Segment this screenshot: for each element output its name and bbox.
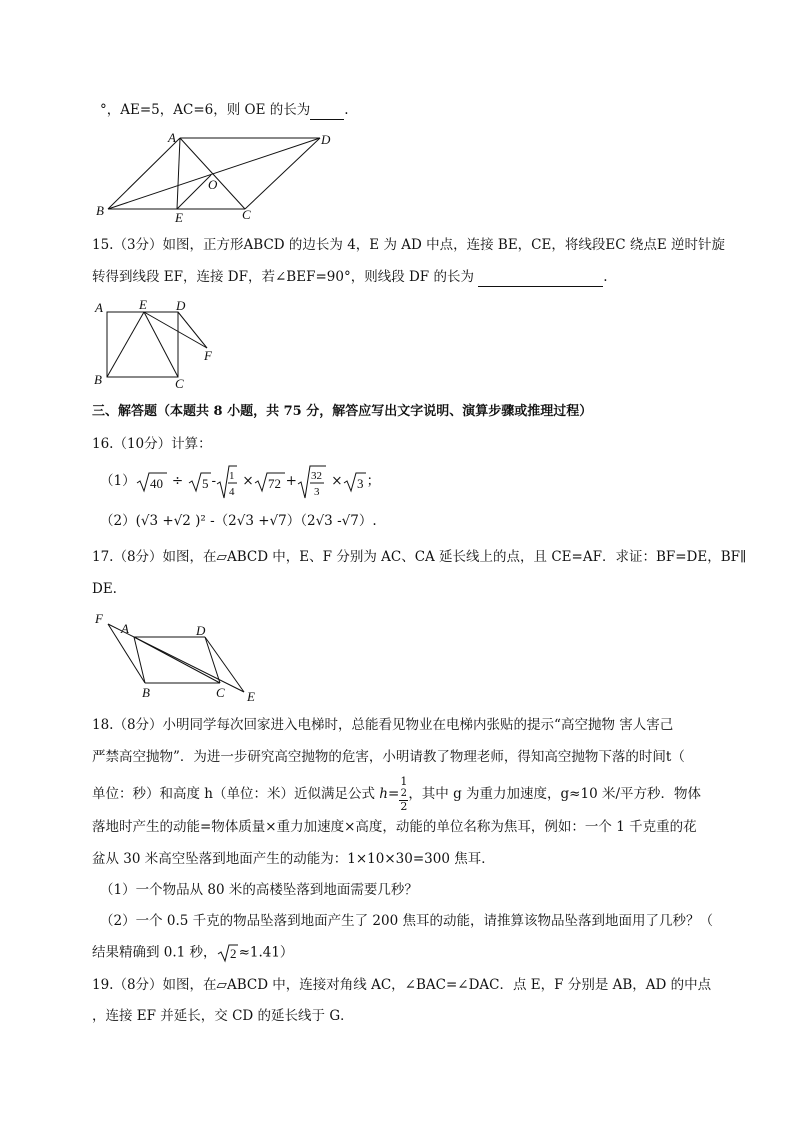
q15-label-f: F: [204, 348, 212, 363]
q15-label-a: A: [95, 300, 103, 315]
q14-label-o: O: [208, 177, 218, 192]
formula-numerator: 1: [400, 775, 408, 788]
q15-label-c: C: [175, 376, 184, 391]
sqrt-5-icon: [188, 471, 212, 493]
q16-part-2-label: （2）: [100, 513, 136, 529]
q17-label-f: F: [95, 611, 103, 626]
q17-label-b: B: [142, 685, 150, 700]
formula-fraction: [399, 776, 408, 813]
sqrt-40-icon: [136, 471, 168, 493]
q18-sub-1: （1）一个物品从 80 米的高楼坠落到地面需要几秒？: [100, 882, 418, 898]
q18-line-5: 盆从 30 米高空坠落到地面产生的动能为：1×10×30=300 焦耳．: [92, 851, 495, 867]
op-times-2: ×: [331, 473, 343, 489]
q17-label-d: D: [196, 623, 206, 638]
op-div: ÷: [171, 473, 184, 489]
q14-period: .: [344, 102, 349, 118]
frac-den-4: 4: [229, 485, 235, 498]
q16-part-1-label: （1）: [100, 473, 136, 489]
radicand-2: 2: [229, 946, 237, 961]
q18-sub-2-cont: [92, 943, 293, 963]
q15-answer-blank[interactable]: [478, 268, 603, 287]
q18-sub-2: （2）一个 0.5 千克的物品坠落到地面产生了 200 焦耳的动能，请推算该物品坠落到地面用了几秒？（: [100, 913, 713, 929]
q17-parallelogram-figure: [88, 608, 268, 704]
radicand-5: 5: [201, 475, 208, 491]
q14-label-b: B: [96, 203, 104, 218]
q16-part-1-end: ；: [366, 473, 381, 489]
q18-line-2: 严禁高空抛物”．为进一步研究高空抛物的危害，小明请教了物理老师，得知高空抛物下落的时间t（: [92, 749, 685, 765]
q15-line-1: 15.（3分）如图，正方形ABCD 的边长为 4，E 为 AD 中点，连接 BE，CE，将线段EC 绕点E 逆时针旋: [92, 237, 725, 253]
q15-label-e: E: [139, 297, 147, 312]
radicand-72: 72: [267, 475, 281, 491]
q17-line-2: DE.: [92, 581, 117, 597]
q16-part-1: [100, 463, 380, 499]
q18-line-4: 落地时产生的动能=物体质量×重力加速度×高度，动能的单位名称为焦耳，例如：一个 1 千克重的花: [92, 819, 697, 835]
q14-answer-line: [100, 101, 349, 120]
q14-parallelogram-figure: [90, 128, 340, 228]
section-3-heading: 三、解答题（本题共 8 小题，共 75 分，解答应写出文字说明、演算步骤或推理过程）: [92, 404, 593, 419]
op-times-1: ×: [242, 473, 254, 489]
q14-label-c: C: [242, 207, 251, 222]
q15-label-d: D: [176, 298, 186, 313]
q14-answer-blank[interactable]: [310, 101, 344, 120]
sqrt-72-icon: [254, 471, 286, 493]
formula-denominator: 2: [400, 800, 408, 813]
formula-h: h=: [379, 786, 400, 802]
sqrt-32-over-3-icon: [297, 464, 327, 500]
q17-label-c: C: [216, 685, 225, 700]
q18-line-1: 18.（8分）小明同学每次回家进入电梯时，总能看见物业在电梯内张贴的提示“高空抛物 害人害己: [92, 717, 674, 733]
frac-den-3: 3: [313, 485, 320, 498]
sqrt-3-icon: [343, 471, 367, 493]
frac-num-1: 1: [229, 469, 235, 482]
q15-text: 转得到线段 EF，连接 DF，若∠BEF=90°，则线段 DF 的长为: [92, 269, 474, 285]
op-minus: -: [211, 473, 217, 489]
q17-label-a: A: [121, 621, 129, 636]
q14-label-a: A: [168, 130, 176, 145]
q14-label-e: E: [175, 210, 183, 225]
q17-line-1: 17.（8分）如图，在▱ABCD 中，E、F 分别为 AC、CA 延长线上的点，且 CE=AF．求证：BF=DE，BF∥: [92, 549, 747, 565]
q14-text: °，AE=5，AC=6，则 OE 的长为: [100, 102, 311, 118]
q16-part-2: [100, 512, 377, 530]
q18-line-3-text: 单位：秒）和高度 h（单位：米）近似满足公式: [92, 786, 375, 802]
q18-line-3-rest: ，其中 g 为重力加速度，g≈10 米/平方秒．物体: [408, 786, 702, 802]
sqrt-quarter-icon: [216, 464, 238, 500]
op-plus: +: [285, 473, 297, 489]
q18-line-3: [92, 775, 702, 813]
q15-label-b: B: [94, 372, 102, 387]
q15-line-2: [92, 268, 608, 287]
radicand-3: 3: [356, 475, 364, 491]
formula-exponent: 2: [400, 788, 407, 799]
q18-sub-2-precision: 结果精确到 0.1 秒，: [92, 944, 217, 961]
q19-line-1: 19.（8分）如图，在▱ABCD 中，连接对角线 AC，∠BAC=∠DAC．点 E，F 分别是 AB，AD 的中点: [92, 977, 712, 993]
q16-part-2-expression: (√3 +√2 )² -（2√3 +√7）（2√3 -√7）.: [135, 513, 377, 529]
q16-heading: 16.（10分）计算：: [92, 436, 212, 452]
q19-line-2: ，连接 EF 并延长，交 CD 的延长线于 G．: [92, 1008, 354, 1024]
radicand-40: 40: [149, 475, 163, 491]
q15-period: .: [603, 269, 608, 285]
sqrt-2-icon: [217, 943, 239, 963]
q18-sub-2-approx: ≈1.41）: [238, 944, 294, 961]
frac-num-32: 32: [310, 469, 322, 482]
q14-label-d: D: [321, 132, 331, 147]
q17-label-e: E: [247, 689, 255, 704]
q15-square-figure: [90, 296, 230, 392]
